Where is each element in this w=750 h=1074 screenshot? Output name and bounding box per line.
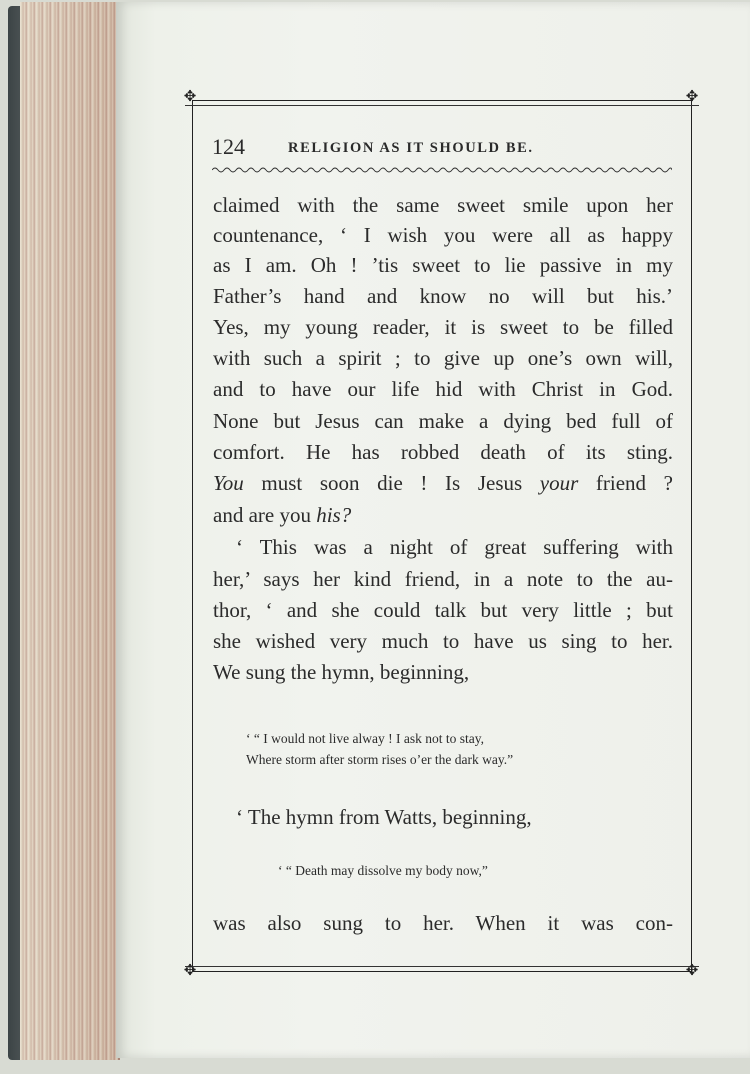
italic-word: his? [316,503,352,527]
italic-word: your [539,471,579,495]
text-line: We sung the hymn, beginning, [213,660,470,684]
corner-ornament-icon: ✥ [685,89,699,105]
text-line: her,’ says her kind friend, in a note to the au- [213,567,673,591]
text-line: with such a spirit ; to give up one’s own will, [213,346,673,370]
text-line: ‘ This was a night of great suffering with [236,535,673,559]
text-line [213,468,673,498]
running-head [212,134,672,164]
page-number: 124 [212,134,245,159]
italic-word: You [213,471,244,495]
text-span: must soon die ! Is Jesus [243,471,540,495]
corner-ornament-icon: ✥ [685,963,699,979]
text-line: thor, ‘ and she could talk but very little ; but [213,598,673,622]
page-edges [20,2,120,1060]
verse-line: ‘ “ Death may dissolve my body now,” [278,863,488,878]
corner-ornament-icon: ✥ [183,89,197,105]
text-line: ‘ The hymn from Watts, beginning, [236,805,532,829]
wavy-rule [212,166,672,174]
text-line: claimed with the same sweet smile upon her [213,193,673,217]
verse-line: ‘ “ I would not live alway ! I ask not to stay, [246,731,484,746]
text-line: countenance, ‘ I wish you were all as happy [213,223,673,247]
text-span: friend ? [578,471,674,495]
text-line: None but Jesus can make a dying bed full of [213,409,673,433]
text-line: Father’s hand and know no will but his.’ [213,284,673,308]
text-line: and to have our life hid with Christ in God. [213,377,673,401]
corner-ornament-icon: ✥ [183,963,197,979]
text-line [213,500,673,530]
text-line: Yes, my young reader, it is sweet to be filled [213,315,673,339]
text-line: she wished very much to have us sing to her. [213,629,673,653]
verse-line: Where storm after storm rises o’er the dark way.” [246,752,514,767]
text-line: as I am. Oh ! ’tis sweet to lie passive in my [213,253,673,277]
text-line: was also sung to her. When it was con- [213,911,673,935]
text-line: comfort. He has robbed death of its sting. [213,440,673,464]
running-title: RELIGION AS IT SHOULD BE. [288,140,534,156]
text-span: and are you [213,503,317,527]
